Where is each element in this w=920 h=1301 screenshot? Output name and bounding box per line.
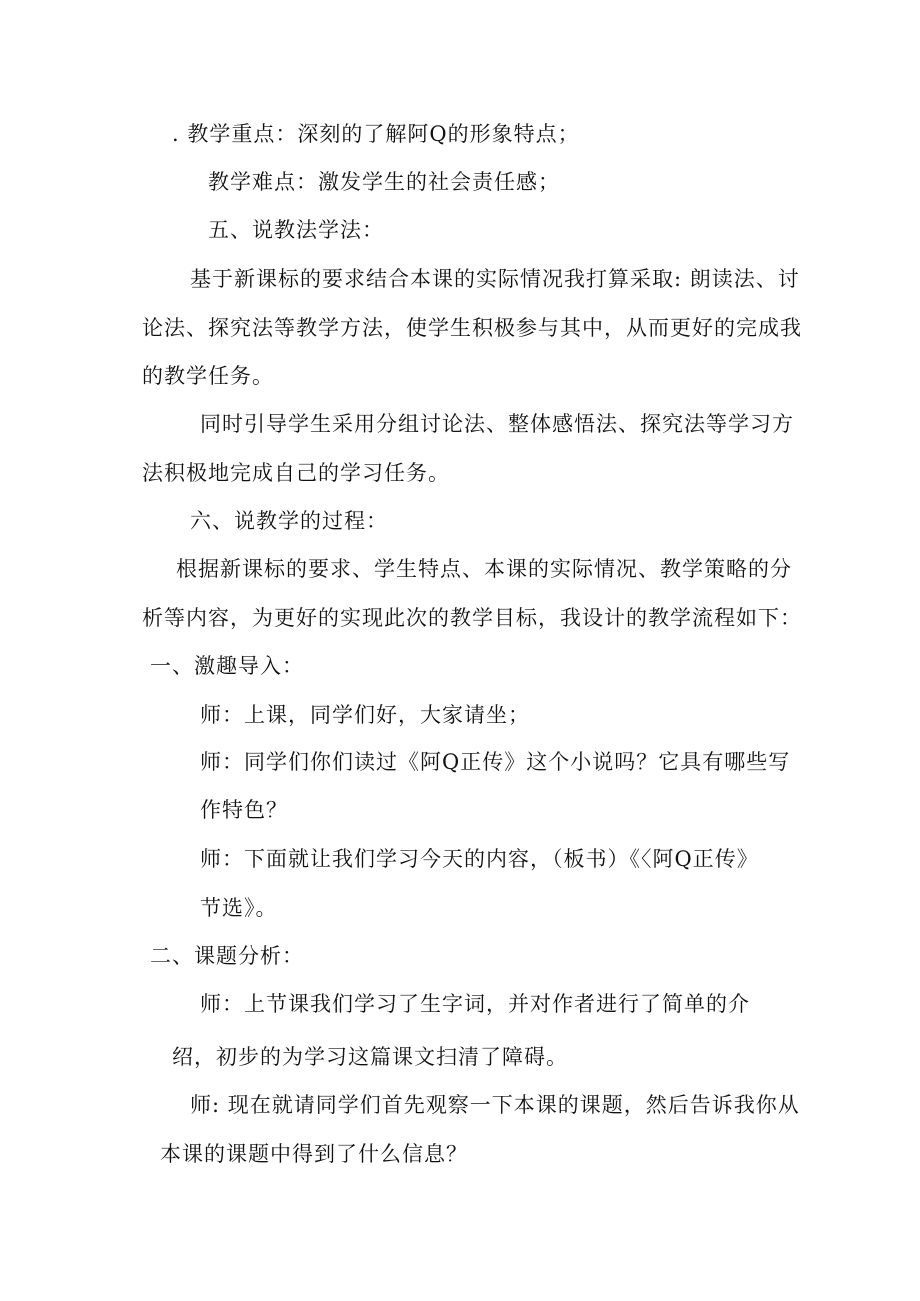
- dialogue-line: 师：上课，同学们好，大家请坐；: [200, 703, 530, 727]
- dialogue-line: 师：下面就让我们学习今天的内容，（板书）《〈阿Q正传》: [200, 847, 759, 871]
- text-line: 析等内容，为更好的实现此次的教学目标，我设计的教学流程如下：: [142, 606, 802, 630]
- section-heading-5: 五、说教法学法：: [208, 218, 384, 242]
- dialogue-line: 师: 现在就请同学们首先观察一下本课的课题，然后告诉我你从: [190, 1093, 800, 1117]
- text-line-teaching-difficulty: 教学难点：激发学生的社会责任感；: [208, 170, 560, 194]
- dialogue-line: 本课的课题中得到了什么信息？: [160, 1142, 468, 1166]
- text-line: 论法、探究法等教学方法，使学生积极参与其中，从而更好的完成我: [142, 316, 802, 340]
- dialogue-line: 作特色？: [200, 798, 288, 822]
- dialogue-line: 绍，初步的为学习这篇课文扫清了障碍。: [172, 1045, 568, 1069]
- text-line: 的教学任务。: [142, 364, 274, 388]
- text-line-teaching-focus: . 教学重点：深刻的了解阿Q的形象特点；: [172, 122, 580, 146]
- section-heading-6: 六、说教学的过程：: [190, 509, 388, 533]
- subsection-heading-1: 一、激趣导入：: [150, 654, 304, 678]
- text-line: 基于新课标的要求结合本课的实际情况我打算采取: 朗读法、讨: [190, 267, 800, 291]
- text-line: 根据新课标的要求、学生特点、本课的实际情况、教学策略的分: [176, 557, 792, 581]
- text-line: 同时引导学生采用分组讨论法、整体感悟法、探究法等学习方: [200, 412, 794, 436]
- dialogue-line: 师：上节课我们学习了生字词，并对作者进行了简单的介: [200, 992, 750, 1016]
- text-line: 法积极地完成自己的学习任务。: [142, 461, 450, 485]
- subsection-heading-2: 二、课题分析：: [150, 944, 304, 968]
- dialogue-line: 节选》。: [200, 896, 278, 920]
- dialogue-line: 师：同学们你们读过《阿Q正传》这个小说吗？它具有哪些写: [200, 750, 791, 774]
